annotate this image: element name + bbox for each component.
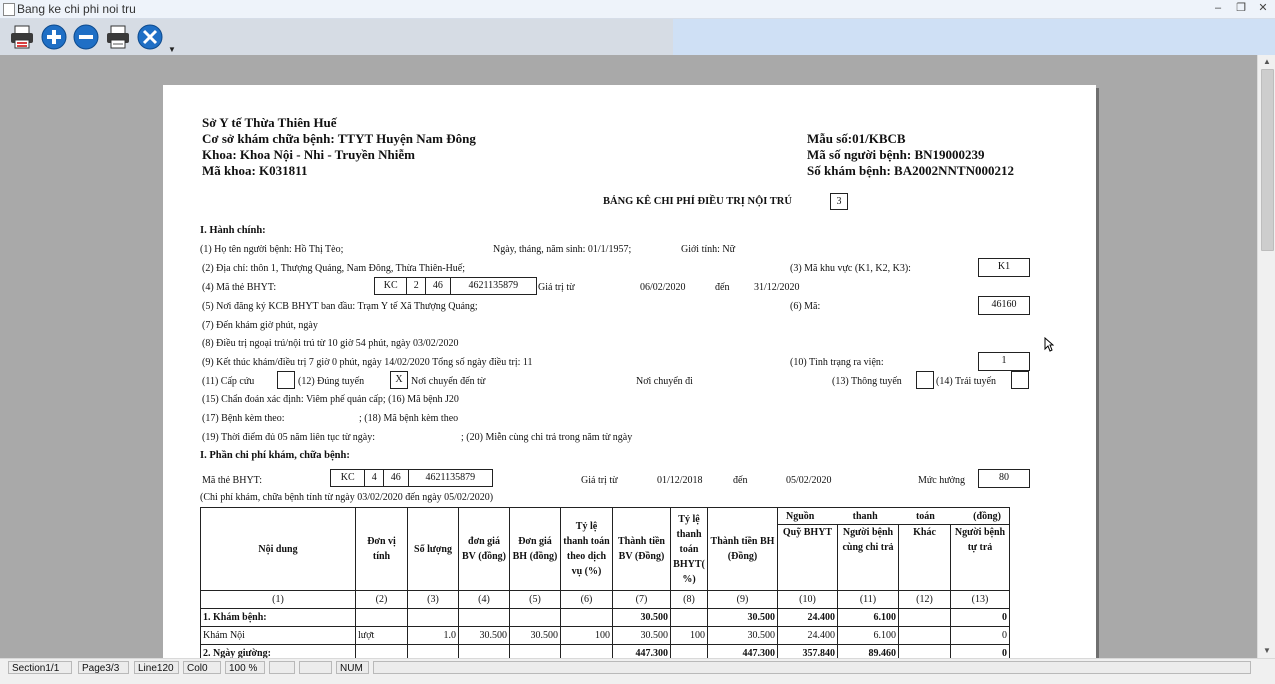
window-title: Bang ke chi phi noi tru — [17, 2, 136, 16]
header-payment-source — [778, 508, 1010, 525]
card-part: 46 — [384, 470, 409, 486]
column-number: (2) — [356, 591, 408, 609]
toolbar-overflow-icon[interactable]: ▼ — [168, 45, 176, 54]
card-part: 4621135879 — [468, 280, 519, 291]
row-unit — [356, 609, 408, 627]
card-part: 2 — [407, 278, 426, 294]
zoom-out-icon — [72, 23, 100, 51]
row-unit: lượt — [356, 627, 408, 645]
row-amount-bv: 30.500 — [613, 609, 671, 627]
cost-table — [200, 507, 1010, 658]
toolbar — [0, 19, 1275, 55]
status-empty-3 — [373, 661, 1251, 674]
header-rate-service: Tỷ lệ thanh toán theo dịch vụ (%) — [561, 508, 613, 591]
hospital-department: Sở Y tế Thừa Thiên Huế — [202, 115, 337, 130]
header-fund: Quỹ BHYT — [778, 525, 838, 591]
s2-valid-from-date: 01/12/2018 — [657, 475, 703, 486]
status-empty-1 — [269, 661, 295, 674]
row-rate-service: 100 — [561, 627, 613, 645]
row-qty — [408, 645, 459, 659]
row-rate-bhyt — [671, 609, 708, 627]
status-num: NUM — [336, 661, 369, 674]
row-amount-bh: 30.500 — [708, 609, 778, 627]
card-part: KC — [375, 278, 407, 294]
through-route-checkbox — [916, 371, 934, 389]
card-part: KC — [331, 470, 365, 486]
row-price-bh — [510, 645, 561, 659]
status-zoom: 100 % — [225, 661, 265, 674]
row-qty — [408, 609, 459, 627]
initial-registration: (5) Nơi đăng ký KCB BHYT ban đầu: Trạm Y tế Xã Thượng Quảng; — [202, 301, 478, 312]
header-price-bh: Đơn giá BH (đồng) — [510, 508, 561, 591]
column-number: (1) — [201, 591, 356, 609]
header-rate-bhyt: Tỷ lệ thanh toán BHYT( %) — [671, 508, 708, 591]
tools-button[interactable] — [136, 23, 164, 51]
header-copay: Người bệnh cùng chi trả — [838, 525, 899, 591]
correct-route-label: (12) Đúng tuyến — [298, 376, 365, 387]
patient-dob: Ngày, tháng, năm sinh: 01/1/1957; — [493, 244, 632, 255]
column-number: (8) — [671, 591, 708, 609]
vertical-scrollbar[interactable] — [1257, 55, 1275, 658]
s2-valid-to-label: đến — [733, 475, 748, 486]
minimize-button[interactable]: – — [1214, 2, 1222, 14]
row-unit — [356, 645, 408, 659]
copay-exemption: ; (20) Miễn cùng chi trả trong năm từ ngày — [461, 432, 633, 443]
arrival-time: (7) Đến khám giờ phút, ngày — [202, 320, 318, 331]
patient-id: Mã số người bệnh: BN19000239 — [807, 147, 985, 162]
column-number: (12) — [899, 591, 951, 609]
ward-code: Mã khoa: K031811 — [202, 163, 308, 178]
insurance-card-number — [374, 277, 537, 295]
header-amount-bv: Thành tiền BV (Đồng) — [613, 508, 671, 591]
insurance-card-label: (4) Mã thẻ BHYT: — [202, 282, 277, 293]
close-button[interactable]: ✕ — [1258, 2, 1268, 14]
patient-name: (1) Họ tên người bệnh: Hồ Thị Tèo; — [200, 244, 344, 255]
header-unit: Đơn vị tính — [356, 508, 408, 591]
row-price-bv — [459, 609, 510, 627]
print-button[interactable] — [104, 23, 132, 51]
print-preview-icon — [8, 23, 36, 51]
row-fund: 357.840 — [778, 645, 838, 659]
document-page — [163, 85, 1096, 658]
row-amount-bh: 447.300 — [708, 645, 778, 659]
registration-code-box: 46160 — [978, 296, 1030, 315]
benefit-rate-box: 80 — [978, 469, 1030, 488]
ward-name: Khoa: Khoa Nội - Nhi - Truyền Nhiễm — [202, 147, 415, 162]
row-copay: 6.100 — [838, 609, 899, 627]
scroll-up-icon[interactable]: ▲ — [1263, 57, 1271, 66]
s2-card-label: Mã thẻ BHYT: — [202, 475, 263, 486]
print-icon — [104, 23, 132, 51]
row-copay: 6.100 — [838, 627, 899, 645]
column-number: (5) — [510, 591, 561, 609]
column-number: (6) — [561, 591, 613, 609]
column-number-row — [201, 591, 1010, 609]
region-code-label: (3) Mã khu vực (K1, K2, K3): — [790, 263, 911, 274]
column-number: (13) — [951, 591, 1010, 609]
row-price-bh — [510, 609, 561, 627]
facility-name: Cơ sở khám chữa bệnh: TTYT Huyện Nam Đông — [202, 131, 476, 146]
column-number: (4) — [459, 591, 510, 609]
scroll-down-icon[interactable]: ▼ — [1263, 646, 1271, 655]
row-price-bv — [459, 645, 510, 659]
table-row — [201, 609, 1010, 627]
row-self-pay: 0 — [951, 627, 1010, 645]
row-fund: 24.400 — [778, 609, 838, 627]
toolbar-left — [0, 19, 673, 56]
comorbidity-label: (17) Bệnh kèm theo: — [202, 413, 285, 424]
scrollbar-thumb[interactable] — [1261, 69, 1274, 251]
header-content: Nội dung — [201, 508, 356, 591]
app-icon — [3, 3, 15, 16]
title-bar — [0, 0, 1275, 19]
valid-to-label: đến — [715, 282, 730, 293]
status-line: Line120 — [134, 661, 179, 674]
column-number: (11) — [838, 591, 899, 609]
transfer-from-label: Nơi chuyển đến từ — [411, 376, 486, 387]
header-source-word: toán — [915, 510, 935, 522]
column-number: (3) — [408, 591, 459, 609]
s2-card-number — [330, 469, 493, 487]
registration-code-label: (6) Mã: — [790, 301, 821, 312]
patient-address: (2) Địa chỉ: thôn 1, Thượng Quảng, Nam Đông, Thừa Thiên-Huế; — [202, 263, 466, 274]
row-amount-bh: 30.500 — [708, 627, 778, 645]
treatment-end: (9) Kết thúc khám/điều trị 7 giờ 0 phút, ngày 14/02/2020 Tổng số ngày điều trị: 11 — [202, 357, 533, 368]
row-price-bv: 30.500 — [459, 627, 510, 645]
row-amount-bv: 30.500 — [613, 627, 671, 645]
card-part: 46 — [426, 278, 451, 294]
patient-sex: Giới tính: Nữ — [681, 244, 736, 255]
header-amount-bh: Thành tiền BH (Đồng) — [708, 508, 778, 591]
column-number: (9) — [708, 591, 778, 609]
status-section: Section1/1 — [8, 661, 72, 674]
row-self-pay: 0 — [951, 609, 1010, 627]
status-empty-2 — [299, 661, 332, 674]
card-part: 4621135879 — [425, 472, 476, 483]
document-canvas[interactable] — [0, 55, 1257, 658]
tools-icon — [136, 23, 164, 51]
row-other — [899, 645, 951, 659]
section-administrative: I. Hành chính: — [200, 225, 266, 236]
header-price-bv: đơn giá BV (đồng) — [459, 508, 510, 591]
row-content: 1. Khám bệnh: — [201, 609, 356, 627]
row-content: 2. Ngày giường: — [201, 645, 356, 659]
header-source-word: Nguồn — [786, 510, 815, 522]
wrong-route-label: (14) Trái tuyến — [936, 376, 996, 387]
table-row — [201, 645, 1010, 659]
status-bar — [0, 658, 1275, 684]
print-preview-button[interactable] — [8, 23, 36, 51]
row-rate-service — [561, 645, 613, 659]
row-fund: 24.400 — [778, 627, 838, 645]
row-other — [899, 627, 951, 645]
zoom-in-button[interactable] — [40, 23, 68, 51]
page-number-box: 3 — [830, 193, 848, 210]
row-other — [899, 609, 951, 627]
header-source-word: (đồng) — [973, 510, 1001, 522]
form-number: Mẫu số:01/KBCB — [807, 131, 906, 146]
correct-route-checkbox: X — [390, 371, 408, 389]
zoom-out-button[interactable] — [72, 23, 100, 51]
benefit-rate-label: Mức hưởng — [918, 475, 965, 486]
s2-valid-from-label: Giá trị từ — [581, 475, 618, 486]
treatment-start: (8) Điều trị ngoại trú/nội trú từ 10 giờ 54 phút, ngày 03/02/2020 — [202, 338, 459, 349]
row-rate-service — [561, 609, 613, 627]
toolbar-right — [673, 19, 1275, 55]
table-row — [201, 627, 1010, 645]
continuous-coverage: (19) Thời điểm đủ 05 năm liên tục từ ngày: — [202, 432, 375, 443]
row-rate-bhyt: 100 — [671, 627, 708, 645]
column-number: (10) — [778, 591, 838, 609]
header-qty: Số lượng — [408, 508, 459, 591]
cost-period: (Chi phí khám, chữa bệnh tính từ ngày 03/02/2020 đến ngày 05/02/2020) — [200, 492, 494, 503]
discharge-status-label: (10) Tình trạng ra viện: — [790, 357, 884, 368]
wrong-route-checkbox — [1011, 371, 1029, 389]
transfer-to-label: Nơi chuyển đi — [636, 376, 693, 387]
status-page: Page3/3 — [78, 661, 129, 674]
status-col: Col0 — [183, 661, 221, 674]
restore-button[interactable]: ❐ — [1236, 2, 1246, 14]
row-copay: 89.460 — [838, 645, 899, 659]
header-other: Khác — [899, 525, 951, 591]
discharge-status-box: 1 — [978, 352, 1030, 371]
through-route-label: (13) Thông tuyến — [832, 376, 902, 387]
emergency-label: (11) Cấp cứu — [202, 376, 255, 387]
valid-from-label: Giá trị từ — [538, 282, 575, 293]
header-source-word: thanh — [852, 510, 878, 522]
row-amount-bv: 447.300 — [613, 645, 671, 659]
mouse-cursor-icon — [1044, 337, 1054, 352]
emergency-checkbox — [277, 371, 295, 389]
column-number: (7) — [613, 591, 671, 609]
row-self-pay: 0 — [951, 645, 1010, 659]
row-rate-bhyt — [671, 645, 708, 659]
diagnosis: (15) Chẩn đoán xác định: Viêm phế quản cấp; (16) Mã bệnh J20 — [202, 394, 459, 405]
visit-number: Số khám bệnh: BA2002NNTN000212 — [807, 163, 1014, 178]
region-code-box: K1 — [978, 258, 1030, 277]
zoom-in-icon — [40, 23, 68, 51]
comorbidity-code-label: ; (18) Mã bệnh kèm theo — [359, 413, 459, 424]
document-title: BẢNG KÊ CHI PHÍ ĐIỀU TRỊ NỘI TRÚ — [603, 196, 792, 207]
row-qty: 1.0 — [408, 627, 459, 645]
s2-valid-to-date: 05/02/2020 — [786, 475, 832, 486]
valid-to-date: 31/12/2020 — [754, 282, 800, 293]
row-content: Khám Nội — [201, 627, 356, 645]
header-self-pay: Người bệnh tự trả — [951, 525, 1010, 591]
section-costs: I. Phần chi phí khám, chữa bệnh: — [200, 450, 350, 461]
card-part: 4 — [365, 470, 384, 486]
valid-from-date: 06/02/2020 — [640, 282, 686, 293]
row-price-bh: 30.500 — [510, 627, 561, 645]
